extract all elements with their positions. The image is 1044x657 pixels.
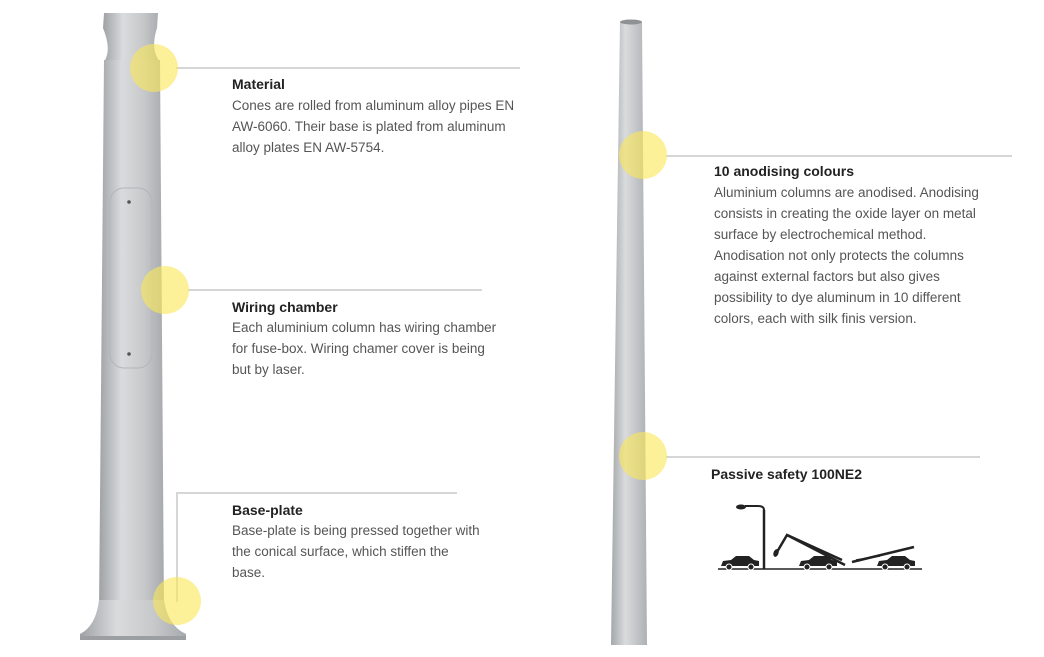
- material-description: Cones are rolled from aluminum alloy pipes EN AW-6060. Their base is plated from aluminum alloy plates EN AW-5754.: [232, 98, 515, 155]
- baseplate-description: Base-plate is being pressed together with the conical surface, which stiffen the base.: [232, 523, 480, 580]
- car-icon: [877, 556, 915, 570]
- wiring-description: Each aluminium column has wiring chamber for fuse-box. Wiring chamer cover is being but by laser.: [232, 320, 497, 377]
- baseplate-title: Base-plate: [232, 502, 303, 518]
- anodising-title: 10 anodising colours: [714, 163, 855, 179]
- anodising-description: Aluminium columns are anodised. Anodising consists in creating the oxide layer on metal surface by electrochemical method. Anodisation not only protects the columns against external factors but also gives possibility to dye aluminum in 10 different colors, each with silk finis version.: [714, 185, 979, 326]
- wiring-title: Wiring chamber: [232, 299, 338, 315]
- safety-title: Passive safety 100NE2: [711, 466, 862, 482]
- material-title: Material: [232, 76, 285, 92]
- car-icon: [721, 556, 759, 570]
